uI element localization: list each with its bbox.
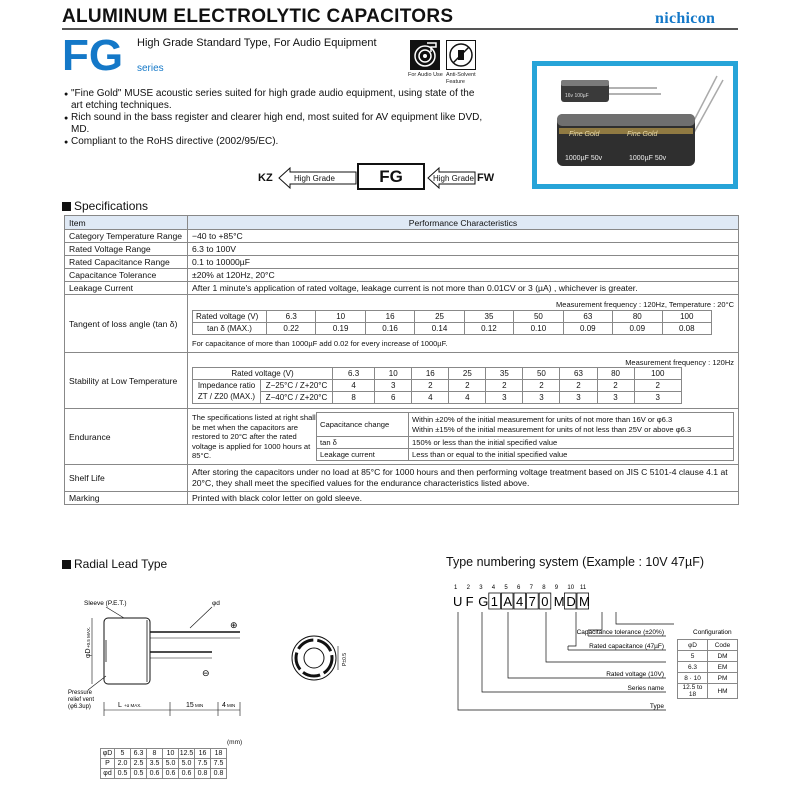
config-cell: 5 — [678, 651, 708, 662]
config-cell: EM — [708, 662, 738, 673]
large-cap-brand: Fine Gold — [569, 131, 600, 138]
type-char: 0 — [541, 594, 549, 609]
dim-cell: 12.5 — [179, 750, 194, 757]
cap-change-line2: Within ±15% of the initial measurement for units of not less than 25V or above φ6.3 — [412, 424, 692, 434]
voltage-cell: 100 — [662, 310, 712, 322]
config-header-cell: φD — [678, 640, 708, 651]
voltage-cell: 16 — [365, 310, 414, 322]
dim-cell: 5.0 — [179, 759, 195, 769]
L-suffix: +α MAX. — [124, 703, 142, 708]
row-item-label: Capacitance Tolerance — [65, 269, 188, 282]
bullet-item: ● "Fine Gold" MUSE acoustic series suited for high grade audio equipment, using state of the art etching techniques. — [64, 88, 484, 112]
tangent-voltage-label: Rated voltage (V) — [193, 310, 267, 322]
stability-row-2 — [193, 391, 682, 403]
row-item-label: Category Temperature Range — [65, 230, 188, 243]
flow-left-arrow — [278, 166, 358, 190]
tangent-table — [192, 310, 712, 335]
row-value: After storing the capacitors under no load at 85°C for 1000 hours and then performing voltage treatment based on JIS C 5101-4 clause 4.1 at 20°C, they shall meet the specified values for the endurance characteristics listed above. — [188, 465, 739, 492]
flow-right-arrow — [427, 166, 477, 190]
row-item-label: Marking — [65, 492, 188, 505]
type-char: A — [503, 594, 513, 609]
type-position-number: 3 — [479, 585, 483, 591]
dim-15-suffix: MIN — [195, 703, 204, 708]
bullet-item: ● Compliant to the RoHS directive (2002/95/EC). — [64, 136, 484, 148]
dim-cell: 18 — [211, 749, 227, 759]
config-cell: DM — [708, 651, 738, 662]
specifications-heading — [62, 199, 148, 213]
type-char: F — [465, 594, 474, 609]
ratio-cell: 2 — [523, 379, 560, 391]
config-cell: 8 · 10 — [678, 673, 708, 684]
cap-change-line1: Within ±20% of the initial measurement for units of not more than 16V or φ6.3 — [412, 414, 673, 424]
cap-change-value — [409, 413, 734, 437]
config-row — [678, 662, 738, 673]
dim-cell: 0.5 — [115, 769, 131, 779]
sleeve-label: Sleeve (P.E.T.) — [84, 600, 127, 607]
col-performance-header: Performance Characteristics — [188, 216, 739, 230]
dim-cell: 5 — [115, 749, 131, 759]
config-cell: HM — [708, 684, 738, 699]
type-char: 1 — [490, 594, 499, 609]
ratio-cell: 4 — [412, 391, 449, 403]
phi-d-label: φd — [212, 600, 220, 607]
anti-solvent-line1: Anti-Solvent — [446, 72, 476, 78]
voltage-cell: 80 — [597, 367, 634, 379]
tangent-measurement: Measurement frequency : 120Hz, Temperature : 20°C — [556, 299, 734, 309]
type-char: U — [453, 594, 463, 609]
dim-row-P — [101, 759, 227, 769]
dimension-table — [100, 748, 227, 779]
tan-cell: 0.19 — [316, 322, 365, 334]
tangent-voltage-row — [193, 310, 712, 322]
voltage-cell: 35 — [486, 367, 523, 379]
stability-row-1 — [193, 379, 682, 391]
voltage-cell: 80 — [613, 310, 662, 322]
tangent-note: For capacitance of more than 1000µF add 0.02 for every increase of 1000µF. — [192, 338, 448, 348]
endurance-cell — [188, 409, 739, 465]
voltage-cell: 25 — [449, 367, 486, 379]
tan-cell: 0.10 — [514, 322, 563, 334]
ratio-cell: 3 — [375, 379, 412, 391]
voltage-cell: 100 — [634, 367, 681, 379]
voltage-cell: 63 — [563, 310, 612, 322]
dim-cell: 16 — [195, 749, 211, 759]
voltage-cell: 50 — [514, 310, 563, 322]
page-title: ALUMINUM ELECTROLYTIC CAPACITORS — [62, 6, 454, 27]
dim-15-label: 15 — [186, 702, 194, 709]
voltage-cell: 10 — [316, 310, 365, 322]
table-row — [65, 295, 739, 353]
voltage-cell: 63 — [560, 367, 597, 379]
type-position-number: 5 — [504, 585, 508, 591]
radial-lead-drawing — [62, 590, 252, 730]
dim-label: φd — [101, 769, 115, 779]
stability-voltage-row — [193, 367, 682, 379]
ratio-cell: 2 — [486, 379, 523, 391]
type-position-number: 8 — [542, 585, 546, 591]
large-cap-brand-2: Fine Gold — [627, 131, 658, 138]
flow-center-series: FG — [357, 163, 425, 190]
type-char: D — [566, 594, 576, 609]
voltage-cell: 25 — [415, 310, 464, 322]
rated-cap-label: Rated capacitance (47µF) — [589, 643, 664, 650]
tan-cell: 0.12 — [464, 322, 513, 334]
endurance-row — [317, 437, 734, 449]
impedance-label-1: Impedance ratio — [197, 381, 256, 390]
product-photo — [532, 61, 738, 189]
phi-D-suffix: +0.5 MAX. — [86, 626, 91, 648]
tolerance-label: Capacitance tolerance (±20%) — [576, 629, 664, 636]
tan-cell: 0.09 — [613, 322, 662, 334]
voltage-cell: 16 — [412, 367, 449, 379]
voltage-cell: 6.3 — [267, 310, 316, 322]
endurance-description: The specifications listed at right shall be met when the capacitors are restored to 20°C after the rated voltage is applied for 1000 hours at 85°C. — [192, 413, 316, 461]
ratio-cell: 4 — [449, 391, 486, 403]
small-cap-label: 16v 100µF — [565, 93, 589, 99]
config-header-row — [678, 640, 738, 651]
leak-value: Less than or equal to the initial specified value — [409, 449, 734, 461]
dim-cell: 0.6 — [179, 769, 195, 779]
config-cell: 12.5 to 18 — [678, 684, 708, 699]
configuration-table — [677, 639, 738, 699]
row-item-label: Leakage Current — [65, 282, 188, 295]
large-cap-rating: 1000µF 50v — [565, 155, 603, 162]
dim-cell: 7.5 — [211, 759, 227, 769]
type-char-group — [453, 585, 590, 609]
row-item-label: Endurance — [65, 409, 188, 465]
dim-row-phiD — [101, 749, 227, 759]
anti-solvent-icon — [446, 40, 476, 70]
series-name-label: Series name — [627, 685, 664, 692]
dim-cell: 0.8 — [195, 769, 211, 779]
flow-left-arrow-label: High Grade — [294, 174, 335, 183]
type-position-number: 4 — [491, 585, 496, 591]
anti-solvent-line2: Feature — [446, 79, 465, 85]
voltage-cell: 10 — [375, 367, 412, 379]
dim-cell: 5.0 — [163, 759, 179, 769]
dim-label: P — [101, 759, 115, 769]
dim-cell: 0.6 — [163, 769, 179, 779]
dim-cell: 0.8 — [211, 769, 227, 779]
dim-cell: 2.5 — [131, 759, 147, 769]
unit-label: (mm) — [227, 739, 243, 746]
endurance-layout — [192, 412, 734, 461]
type-char: M — [579, 594, 590, 609]
table-row — [65, 230, 739, 243]
stability-table — [192, 367, 682, 404]
specifications-heading-text: Specifications — [74, 199, 149, 213]
type-position-number: 1 — [454, 585, 458, 591]
dim-4-suffix: MIN — [227, 703, 236, 708]
config-row — [678, 684, 738, 699]
dim-cell: 0.5 — [131, 769, 147, 779]
dim-4-label: 4 — [222, 702, 226, 709]
table-row — [65, 409, 739, 465]
table-row — [65, 243, 739, 256]
tan-cell: 0.09 — [563, 322, 612, 334]
ratio-cell: 2 — [412, 379, 449, 391]
type-position-number: 11 — [580, 585, 587, 591]
ratio-cell: 3 — [634, 391, 681, 403]
L-label: L — [118, 702, 122, 709]
tangent-value-row — [193, 322, 712, 334]
audio-use-label: For Audio Use — [408, 72, 443, 78]
voltage-cell: 50 — [523, 367, 560, 379]
dim-cell: 3.5 — [147, 759, 163, 769]
row-value: 6.3 to 100V — [188, 243, 739, 256]
type-position-number: 6 — [517, 585, 521, 591]
flow-left-series: KZ — [258, 172, 273, 184]
dim-cell: 10 — [163, 749, 179, 759]
feature-bullets — [64, 88, 484, 148]
dim-cell: 6.3 — [131, 749, 147, 759]
radial-heading — [62, 557, 167, 571]
row-value: ±20% at 120Hz, 20°C — [188, 269, 739, 282]
row-value: After 1 minute's application of rated voltage, leakage current is not more than 0.01CV or 3 (µA) , whichever is greater. — [188, 282, 739, 295]
ratio-cell: 2 — [597, 379, 634, 391]
voltage-cell: 6.3 — [333, 367, 375, 379]
series-word: series — [137, 63, 164, 74]
config-cell: PM — [708, 673, 738, 684]
ratio-cell: 6 — [375, 391, 412, 403]
tan-cell: 0.22 — [267, 322, 316, 334]
col-item-header: Item — [65, 216, 188, 230]
endurance-row — [317, 413, 734, 437]
row-item-label: Tangent of loss angle (tan δ) — [65, 295, 188, 353]
type-char: G — [478, 594, 489, 609]
relief-label: relief vent — [68, 697, 95, 703]
dim-row-phid — [101, 769, 227, 779]
leak-label: Leakage current — [317, 449, 409, 461]
ratio-cell: 3 — [523, 391, 560, 403]
ratio-cell: 3 — [597, 391, 634, 403]
impedance-label-2: ZT / Z20 (MAX.) — [197, 392, 256, 401]
config-row — [678, 651, 738, 662]
heading-square-icon — [62, 202, 71, 211]
dim-cell: 0.6 — [147, 769, 163, 779]
pitch-label: P±0.5 — [342, 652, 348, 666]
impedance-label — [193, 379, 261, 403]
radial-heading-text: Radial Lead Type — [74, 557, 168, 571]
heading-square-icon — [62, 560, 71, 569]
type-position-number: 9 — [554, 585, 559, 591]
tan-cell: 0.14 — [415, 322, 464, 334]
dim-cell: 8 — [147, 749, 163, 759]
type-position-number: 7 — [529, 585, 533, 591]
specifications-table — [64, 215, 739, 505]
config-header-cell: Code — [708, 640, 738, 651]
plus-icon: ⊕ — [230, 620, 238, 630]
endurance-row — [317, 449, 734, 461]
stability-voltage-label: Rated voltage (V) — [193, 367, 333, 379]
tan-cell: 0.08 — [662, 322, 712, 334]
type-position-number: 10 — [567, 585, 575, 591]
table-row — [65, 465, 739, 492]
ratio-cell: 8 — [333, 391, 375, 403]
series-subtitle: High Grade Standard Type, For Audio Equipment — [137, 37, 377, 49]
table-row — [65, 492, 739, 505]
ratio-cell: 2 — [560, 379, 597, 391]
dim-label: φD — [101, 749, 115, 759]
type-char: 7 — [528, 594, 536, 609]
relief-size: (φ6.3up) — [68, 704, 91, 710]
type-numbering-heading: Type numbering system (Example : 10V 47µF) — [446, 555, 705, 569]
capacitor-end-view — [284, 628, 364, 688]
config-cell: 6.3 — [678, 662, 708, 673]
row-value: Printed with black color letter on gold sleeve. — [188, 492, 739, 505]
flow-right-series: FW — [477, 172, 495, 184]
condition-1: Z−25°C / Z+20°C — [261, 379, 333, 391]
stability-measurement: Measurement frequency : 120Hz — [625, 357, 734, 367]
table-row — [65, 256, 739, 269]
tangent-value-label: tan δ (MAX.) — [193, 322, 267, 334]
large-cap-rating-2: 1000µF 50v — [629, 155, 667, 162]
series-code: FG — [62, 31, 124, 80]
audio-disc-icon — [410, 40, 440, 70]
type-position-number: 2 — [466, 585, 470, 591]
flow-right-arrow-label: High Grade — [433, 174, 474, 183]
row-item-label: Stability at Low Temperature — [65, 353, 188, 409]
header-divider — [62, 28, 738, 30]
stability-cell — [188, 353, 739, 409]
table-row — [65, 269, 739, 282]
configuration-label: Configuration — [693, 629, 732, 636]
voltage-cell: 35 — [464, 310, 513, 322]
anti-solvent-label — [446, 72, 476, 86]
phi-D-label: φD — [85, 648, 92, 658]
tangent-cell — [188, 295, 739, 353]
ratio-cell: 2 — [634, 379, 681, 391]
table-header-row — [65, 216, 739, 230]
condition-2: Z−40°C / Z+20°C — [261, 391, 333, 403]
ratio-cell: 3 — [486, 391, 523, 403]
minus-icon: ⊖ — [202, 668, 210, 678]
tan-cell: 0.16 — [365, 322, 414, 334]
dim-cell: 2.0 — [115, 759, 131, 769]
dim-cell: 7.5 — [195, 759, 211, 769]
row-item-label: Shelf Life — [65, 465, 188, 492]
type-label: Type — [649, 703, 664, 710]
bullet-item: ● Rich sound in the bass register and clearer high end, most suited for AV equipment like DVD, MD. — [64, 112, 484, 136]
ratio-cell: 4 — [333, 379, 375, 391]
ratio-cell: 3 — [560, 391, 597, 403]
table-row — [65, 282, 739, 295]
row-value: −40 to +85°C — [188, 230, 739, 243]
brand-logo: nichicon — [655, 10, 716, 27]
ratio-cell: 2 — [449, 379, 486, 391]
pressure-label: Pressure — [68, 690, 93, 696]
capacitor-photo-illustration — [537, 66, 733, 184]
tan-label: tan δ — [317, 437, 409, 449]
type-char: M — [553, 594, 565, 609]
row-item-label: Rated Capacitance Range — [65, 256, 188, 269]
config-row — [678, 673, 738, 684]
rated-volt-label: Rated voltage (10V) — [606, 671, 664, 678]
type-char: 4 — [516, 594, 524, 609]
table-row — [65, 353, 739, 409]
tan-value: 150% or less than the initial specified value — [409, 437, 734, 449]
cap-change-label: Capacitance change — [317, 413, 409, 437]
row-item-label: Rated Voltage Range — [65, 243, 188, 256]
row-value: 0.1 to 10000µF — [188, 256, 739, 269]
endurance-table — [316, 412, 734, 461]
